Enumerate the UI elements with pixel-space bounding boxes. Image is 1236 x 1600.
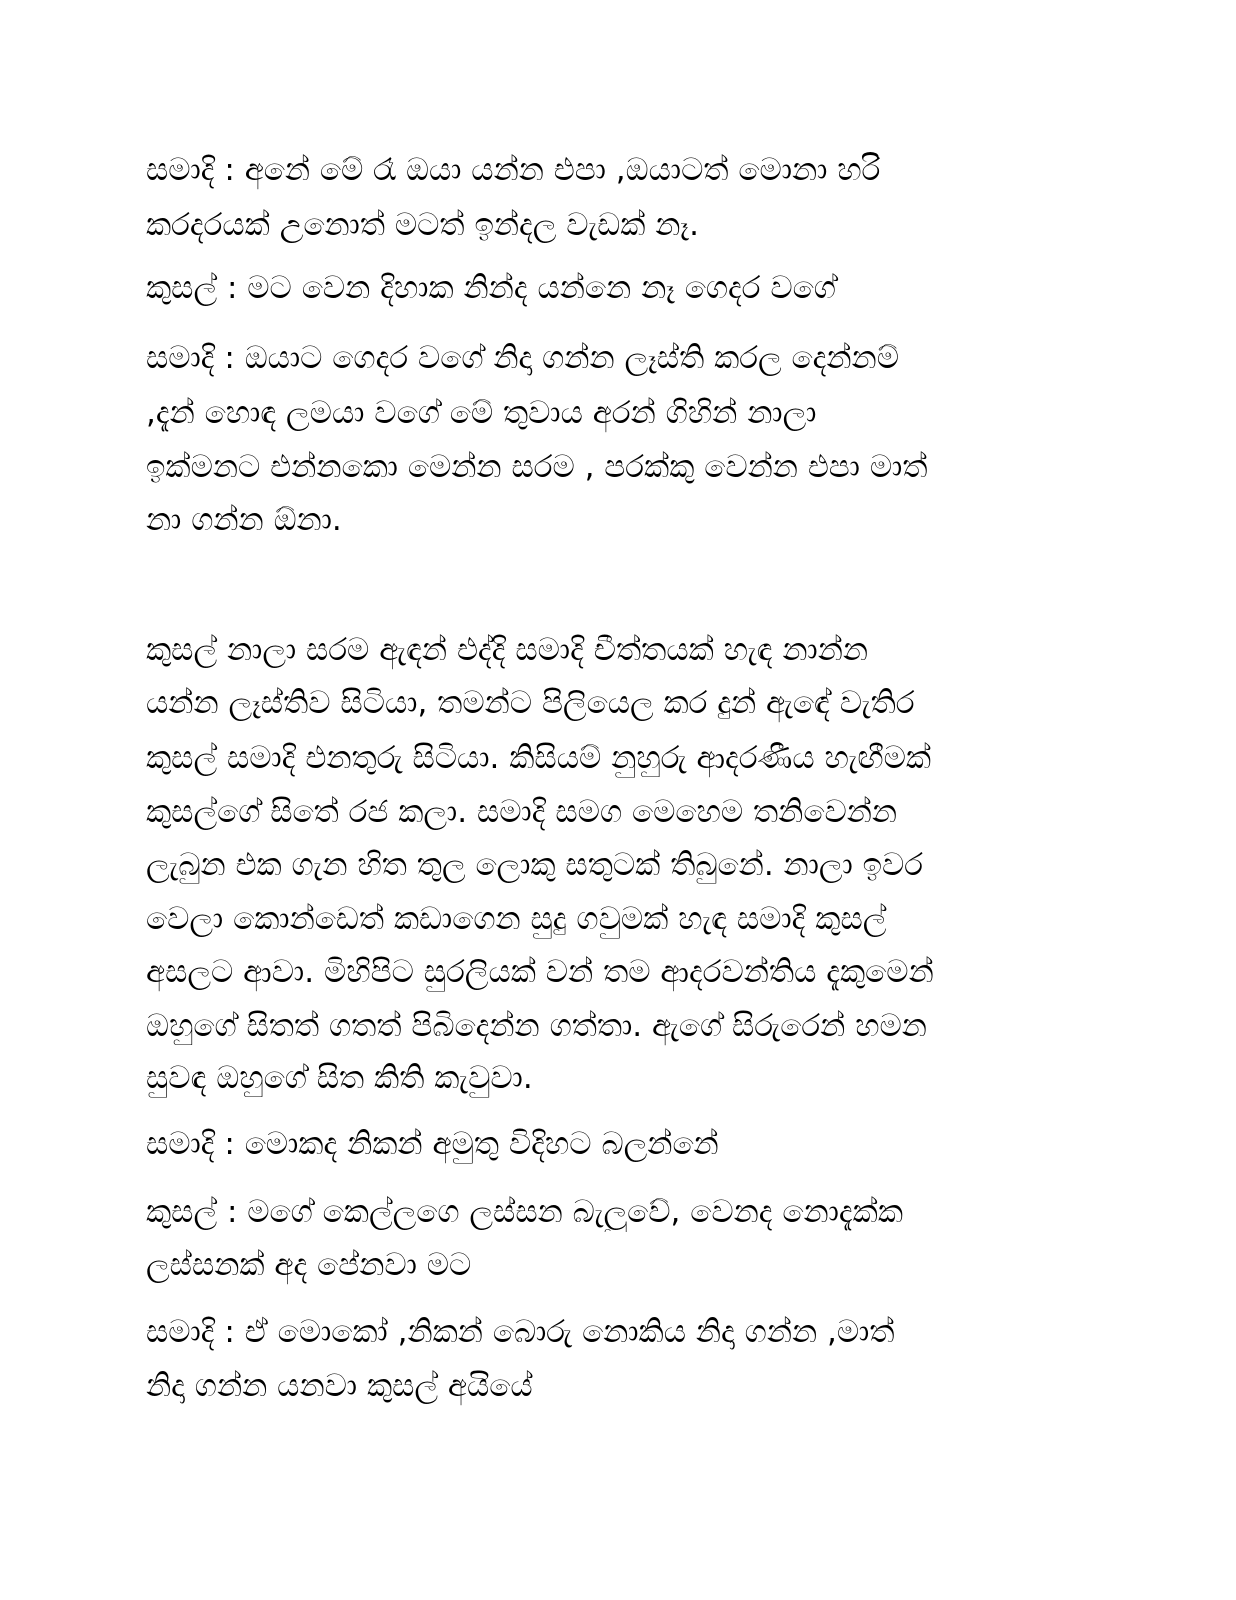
narration-line-4: කුසල්ගේ සිතේ රජ කලා. සමාදි සමග මෙහෙම තනිවෙන්න <box>146 794 898 830</box>
dialogue-samadi-1-line-2: කරදරයක් උනොත් මටත් ඉන්දල වැඩක් නෑ. <box>146 207 699 243</box>
dialogue-samadi-2-line-3: ඉක්මනට එන්නකො මෙන්න සරම , පරක්කු වෙන්න එපා මාත් <box>146 449 928 485</box>
narration-line-5: ලැබුන එක ගැන හිත තුල ලොකු සතුටක් තිබුනේ. නාලා ඉවර <box>146 847 924 883</box>
dialogue-samadi-4-line-1: සමාදි : ඒ මොකෝ ,නිකන් බොරු නොකිය නිදා ගන්න ,මාත් <box>146 1314 895 1350</box>
dialogue-kusal-2-line-1: කුසල් : මගේ කෙල්ලගෙ ලස්සන බැලුවේ, වෙනද නොදැක්ක <box>146 1194 904 1230</box>
narration-line-8: ඔහුගේ සිතත් ගතත් පිබිදෙන්න ගත්තා. ඇගේ සිරුරෙන් හමන <box>146 1008 927 1044</box>
dialogue-samadi-1-line-1: සමාදි : අනේ මේ රෑ ඔයා යන්න එපා ,ඔයාටත් මොනා හරි <box>146 152 881 188</box>
narration-line-9: සුවඳ ඔහුගේ සිත කිති කැවුවා. <box>146 1060 533 1096</box>
narration-line-1: කුසල් නාලා සරම ඇඳන් එද්දි සමාදි චීත්තයක් හැඳ නාන්න <box>146 632 869 668</box>
narration-line-7: අසලට ආවා. මිහිපිට සුරලියක් වන් තම ආදරවන්තිය දැකුමෙන් <box>146 954 934 990</box>
dialogue-samadi-2-line-2: ,දැන් හොඳ ලමයා වගේ මේ තුවාය අරන් ගිහින් නාලා <box>146 395 817 431</box>
dialogue-samadi-4-line-2: නිදා ගන්න යනවා කුසල් අයියේ <box>146 1368 533 1404</box>
dialogue-samadi-2-line-1: සමාදි : ඔයාට ගෙදර වගේ නිදා ගන්න ලෑස්ති කරල දෙන්නම් <box>146 340 900 376</box>
dialogue-kusal-1-line-1: කුසල් : මට වෙන දිහාක නින්ද යන්නෙ නෑ ගෙදර වගේ <box>146 270 836 306</box>
dialogue-kusal-2-line-2: ලස්සනක් අද පේනවා මට <box>146 1247 472 1283</box>
narration-line-6: වෙලා කොන්ඩෙත් කඩාගෙන සුදු ගවුමක් හැඳ සමාදි කුසල් <box>146 901 887 937</box>
narration-line-2: යන්න ලෑස්තිව සිටියා, තමන්ට පිලියෙල කර දුන් ඇඳේ වැතිර <box>146 685 915 721</box>
narration-line-3: කුසල් සමාදි එනතුරු සිටියා. කිසියම් නුහුරු ආදරණීය හැඟීමක් <box>146 740 932 776</box>
dialogue-samadi-3-line-1: සමාදි : මොකද නිකන් අමුතු විදිහට බලන්නේ <box>146 1126 719 1162</box>
dialogue-samadi-2-line-4: නා ගන්න ඕනා. <box>146 502 342 538</box>
